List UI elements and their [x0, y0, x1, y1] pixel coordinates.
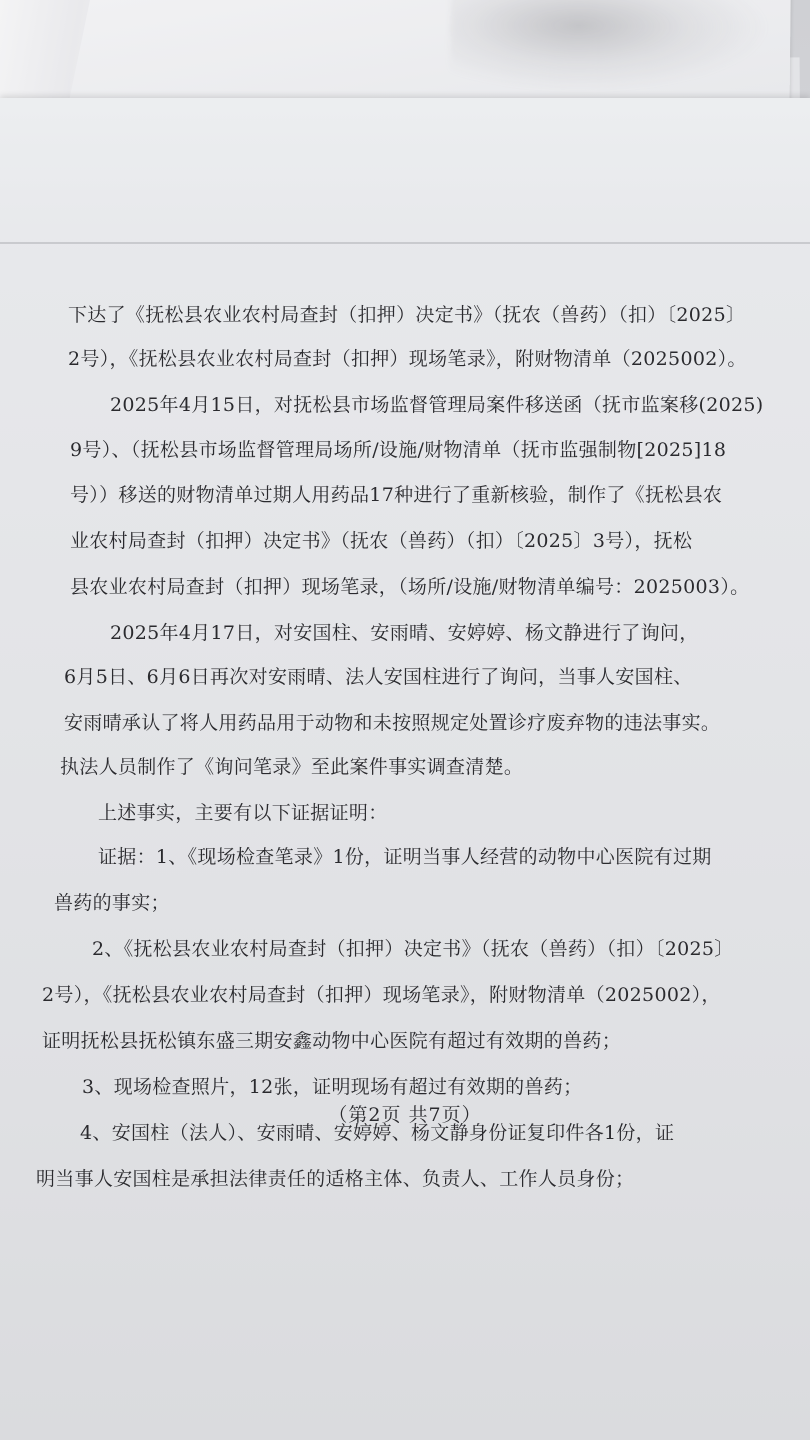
body-line: 9号）、（抚松县市场监督管理局场所/设施/财物清单（抚市监强制物[2025]18	[70, 439, 727, 461]
page-top-edge	[0, 242, 810, 244]
body-line: 2025年4月15日，对抚松县市场监督管理局案件移送函（抚市监案移(2025)	[110, 394, 764, 416]
body-line: 证明抚松县抚松镇东盛三期安鑫动物中心医院有超过有效期的兽药；	[42, 1030, 622, 1052]
page-number-footer: （第2页 共7页）	[328, 1104, 482, 1126]
body-line: 2号），《抚松县农业农村局查封（扣押）现场笔录》，附财物清单（2025002）。	[68, 348, 747, 370]
body-line: 证据：1、《现场检查笔录》1份，证明当事人经营的动物中心医院有过期	[98, 846, 712, 868]
body-line: 执法人员制作了《询问笔录》至此案件事实调查清楚。	[60, 756, 524, 778]
body-line: 号））移送的财物清单过期人用药品17种进行了重新核验，制作了《抚松县农	[70, 484, 723, 506]
body-line: 3、现场检查照片，12张，证明现场有超过有效期的兽药；	[82, 1076, 583, 1098]
body-line: 上述事实，主要有以下证据证明：	[98, 802, 388, 824]
body-line: 2号），《抚松县农业农村局查封（扣押）现场笔录》，附财物清单（2025002），	[42, 984, 721, 1006]
body-line: 下达了《抚松县农业农村局查封（扣押）决定书》（抚农（兽药）（扣）〔2025〕	[68, 304, 746, 326]
body-line: 明当事人安国柱是承担法律责任的适格主体、负责人、工作人员身份；	[36, 1168, 635, 1190]
body-line: 安雨晴承认了将人用药品用于动物和未按照规定处置诊疗废弃物的违法事实。	[64, 712, 721, 734]
body-line: 县农业农村局查封（扣押）现场笔录，（场所/设施/财物清单编号：2025003）。	[70, 576, 750, 598]
body-line: 兽药的事实；	[54, 892, 170, 914]
body-line: 业农村局查封（扣押）决定书》（抚农（兽药）（扣）〔2025〕3号），抚松	[70, 530, 693, 552]
body-line: 4、安国柱（法人）、安雨晴、安婷婷、杨文静身份证复印件各1份，证	[80, 1122, 675, 1144]
body-line: 6月5日、6月6日再次对安雨晴、法人安国柱进行了询问，当事人安国柱、	[64, 666, 693, 688]
body-line: 2025年4月17日，对安国柱、安雨晴、安婷婷、杨文静进行了询问，	[110, 622, 699, 644]
body-line: 2、《抚松县农业农村局查封（扣押）决定书》（抚农（兽药）（扣）〔2025〕	[92, 938, 734, 960]
